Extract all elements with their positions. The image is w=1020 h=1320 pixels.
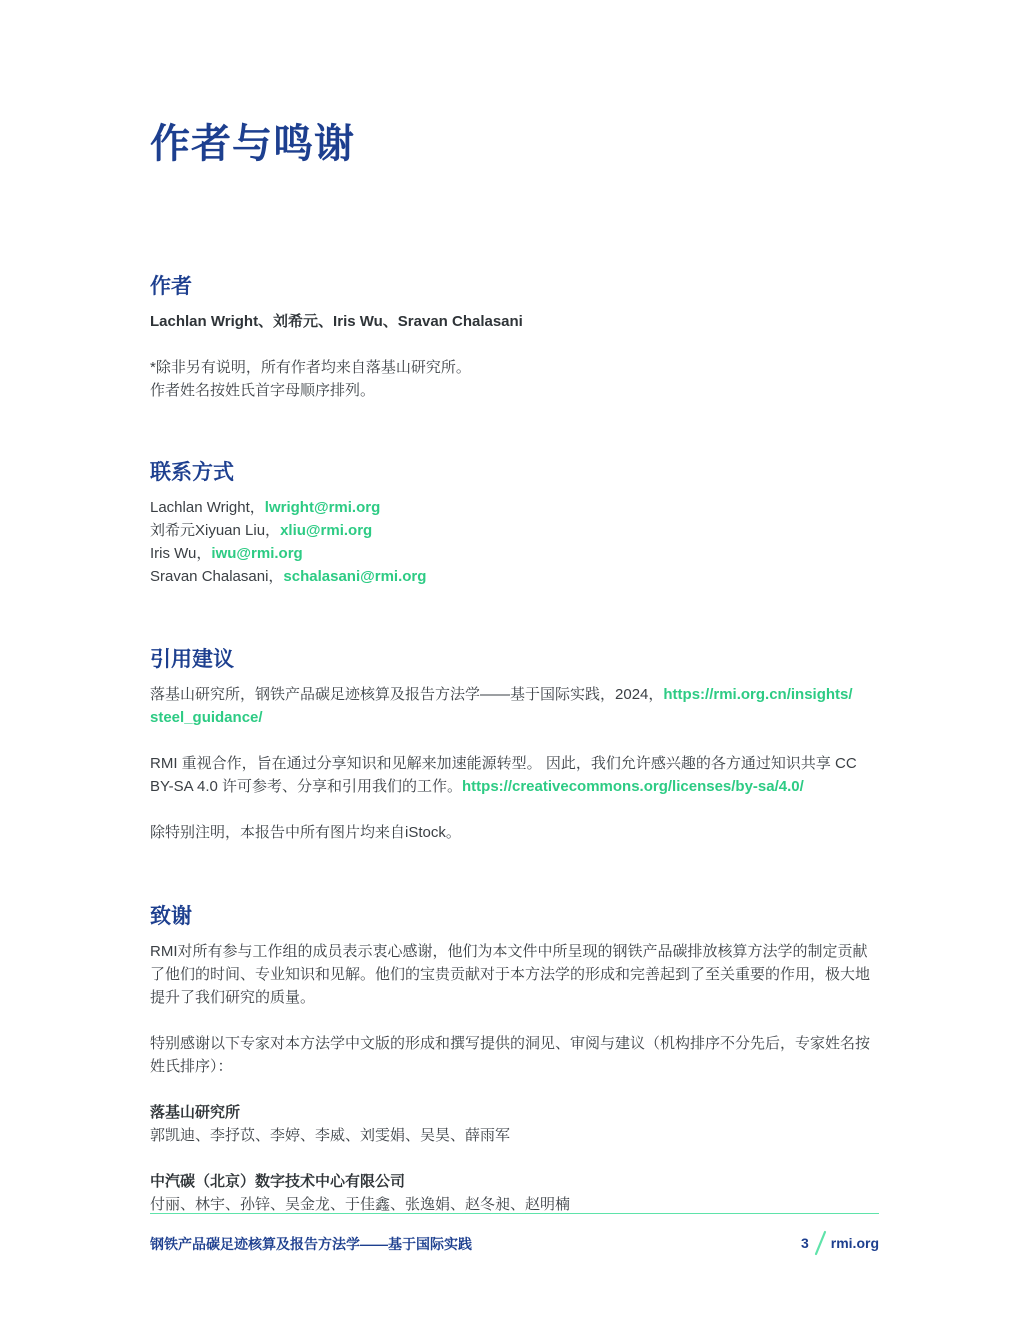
author-names: Lachlan Wright、刘希元、Iris Wu、Sravan Chalasani <box>150 313 523 330</box>
thanks-paragraph <box>150 940 870 1009</box>
contact-entry <box>150 565 870 588</box>
special-thanks-line: 特别感谢以下专家对本方法学中文版的形成和撰写提供的洞见、审阅与建议（机构排序不分先后，专家姓名按 <box>150 1035 871 1052</box>
thanks-line: RMI对所有参与工作组的成员表示衷心感谢，他们为本文件中所呈现的钢铁产品碳排放核算方法学的制定贡献 <box>150 943 868 960</box>
contact-name: Lachlan Wright， <box>150 499 265 516</box>
license-text-line1: RMI 重视合作，旨在通过分享知识和见解来加速能源转型。 因此，我们允许感兴趣的各方通过知识共享 CC <box>150 755 857 772</box>
author-note-order: 作者姓名按姓氏首字母顺序排列。 <box>150 382 376 399</box>
special-thanks-line: 姓氏排序）： <box>150 1058 233 1075</box>
citation-link-continued[interactable]: steel_guidance/ <box>150 709 263 726</box>
citation-heading: 引用建议 <box>150 648 234 671</box>
license-link[interactable]: https://creativecommons.org/licenses/by-sa/4.0/ <box>462 778 804 795</box>
contact-section <box>150 456 870 588</box>
contact-entry <box>150 542 870 565</box>
page-title: 作者与鸣谢 <box>150 122 355 166</box>
authors-heading: 作者 <box>150 275 192 298</box>
contact-heading: 联系方式 <box>150 461 234 484</box>
author-note-affiliation: *除非另有说明，所有作者均来自落基山研究所。 <box>150 359 471 376</box>
license-paragraph <box>150 752 870 798</box>
citation-link[interactable]: https://rmi.org.cn/insights/ <box>663 686 853 703</box>
footer-pagination <box>801 1230 879 1256</box>
thanks-section <box>150 900 870 1216</box>
footer-divider <box>150 1213 879 1214</box>
site-link[interactable]: rmi.org <box>830 1235 879 1251</box>
image-credit: 除特别注明，本报告中所有图片均来自iStock。 <box>150 824 461 841</box>
contact-email-link[interactable]: lwright@rmi.org <box>264 499 381 516</box>
slash-logo-icon <box>813 1230 827 1256</box>
org-name: 中汽碳（北京）数字技术中心有限公司 <box>150 1173 406 1190</box>
contact-email-link[interactable]: iwu@rmi.org <box>211 545 303 562</box>
footer-doc-title: 钢铁产品碳足迹核算及报告方法学——基于国际实践 <box>150 1236 472 1252</box>
contact-entry <box>150 496 870 519</box>
thanks-heading: 致谢 <box>150 905 192 928</box>
citation-paragraph <box>150 683 870 729</box>
org-block <box>150 1170 870 1216</box>
org-people: 付丽、林宇、孙锌、吴金龙、于佳鑫、张逸娟、赵冬昶、赵明楠 <box>150 1196 571 1213</box>
org-name: 落基山研究所 <box>150 1104 241 1121</box>
contact-email-link[interactable]: schalasani@rmi.org <box>283 568 427 585</box>
page-number: 3 <box>800 1235 809 1251</box>
contact-name: Iris Wu， <box>150 545 212 562</box>
citation-section <box>150 643 870 844</box>
thanks-line: 了他们的时间、专业知识和见解。他们的宝贵贡献对于本方法学的形成和完善起到了至关重要的作用，极大地 <box>150 966 871 983</box>
contact-email-link[interactable]: xliu@rmi.org <box>280 522 373 539</box>
special-thanks-paragraph <box>150 1032 870 1078</box>
thanks-line: 提升了我们研究的质量。 <box>150 989 316 1006</box>
org-block <box>150 1101 870 1147</box>
org-people: 郭凯迪、李抒苡、李婷、李威、刘雯娟、吴昊、薛雨军 <box>150 1127 511 1144</box>
contact-name: Sravan Chalasani， <box>150 568 284 585</box>
contact-name: 刘希元Xiyuan Liu， <box>150 522 281 539</box>
citation-text: 落基山研究所，钢铁产品碳足迹核算及报告方法学——基于国际实践，2024， <box>150 686 664 703</box>
license-text-line2: BY-SA 4.0 许可参考、分享和引用我们的工作。 <box>150 778 462 795</box>
contact-entry <box>150 519 870 542</box>
authors-section <box>150 270 870 402</box>
